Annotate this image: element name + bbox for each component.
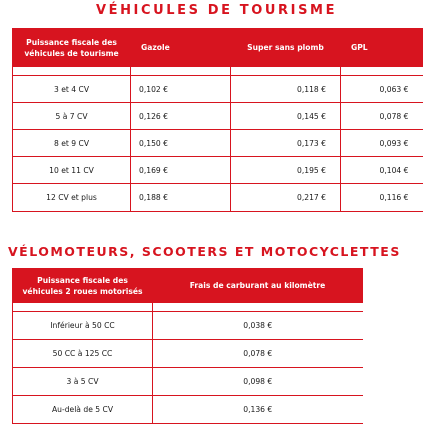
header-gpl: GPL: [341, 29, 423, 67]
two-wheelers-table: [12, 268, 363, 424]
cell-super: 0,195 €: [231, 157, 341, 184]
table-row: [13, 157, 423, 184]
cell-power: 12 CV et plus: [13, 184, 131, 212]
cell-fuel-cost: 0,078 €: [153, 340, 363, 368]
cell-fuel-cost: 0,098 €: [153, 368, 363, 396]
header-two-wheel-power: Puissance fiscale des véhicules 2 roues motorisés: [13, 269, 153, 303]
table-row: [13, 312, 363, 340]
header-gazole: Gazole: [131, 29, 231, 67]
cell-power: 10 et 11 CV: [13, 157, 131, 184]
cell-gazole: 0,169 €: [131, 157, 231, 184]
table-row: [13, 184, 423, 212]
cell-gazole: 0,188 €: [131, 184, 231, 212]
cell-gpl: 0,063 €: [341, 76, 423, 103]
table-row: [13, 76, 423, 103]
table-row: [13, 368, 363, 396]
cell-gpl: 0,093 €: [341, 130, 423, 157]
cell-fuel-cost: 0,038 €: [153, 312, 363, 340]
cell-power: Inférieur à 50 CC: [13, 312, 153, 340]
cell-power: 5 à 7 CV: [13, 103, 131, 130]
cell-gpl: 0,116 €: [341, 184, 423, 212]
cell-power: 8 et 9 CV: [13, 130, 131, 157]
table-row: [13, 130, 423, 157]
header-super-sans-plomb: Super sans plomb: [231, 29, 341, 67]
cell-gazole: 0,150 €: [131, 130, 231, 157]
section1-title: VÉHICULES DE TOURISME: [95, 3, 338, 18]
cell-gpl: 0,078 €: [341, 103, 423, 130]
cell-gpl: 0,104 €: [341, 157, 423, 184]
cell-super: 0,145 €: [231, 103, 341, 130]
header-fuel-cost-per-km: Frais de carburant au kilomètre: [153, 269, 363, 303]
cell-power: 50 CC à 125 CC: [13, 340, 153, 368]
cell-power: Au-delà de 5 CV: [13, 396, 153, 424]
cell-super: 0,173 €: [231, 130, 341, 157]
cell-fuel-cost: 0,136 €: [153, 396, 363, 424]
cell-gazole: 0,102 €: [131, 76, 231, 103]
cell-super: 0,118 €: [231, 76, 341, 103]
section2-title: VÉLOMOTEURS, SCOOTERS ET MOTOCYCLETTES: [8, 244, 401, 259]
table-row: [13, 396, 363, 424]
cell-gazole: 0,126 €: [131, 103, 231, 130]
table-row: [13, 103, 423, 130]
tourism-vehicles-table: [12, 28, 423, 212]
cell-power: 3 à 5 CV: [13, 368, 153, 396]
table-row: [13, 340, 363, 368]
cell-power: 3 et 4 CV: [13, 76, 131, 103]
cell-super: 0,217 €: [231, 184, 341, 212]
header-fiscal-power: Puissance fiscale des véhicules de tourisme: [13, 29, 131, 67]
